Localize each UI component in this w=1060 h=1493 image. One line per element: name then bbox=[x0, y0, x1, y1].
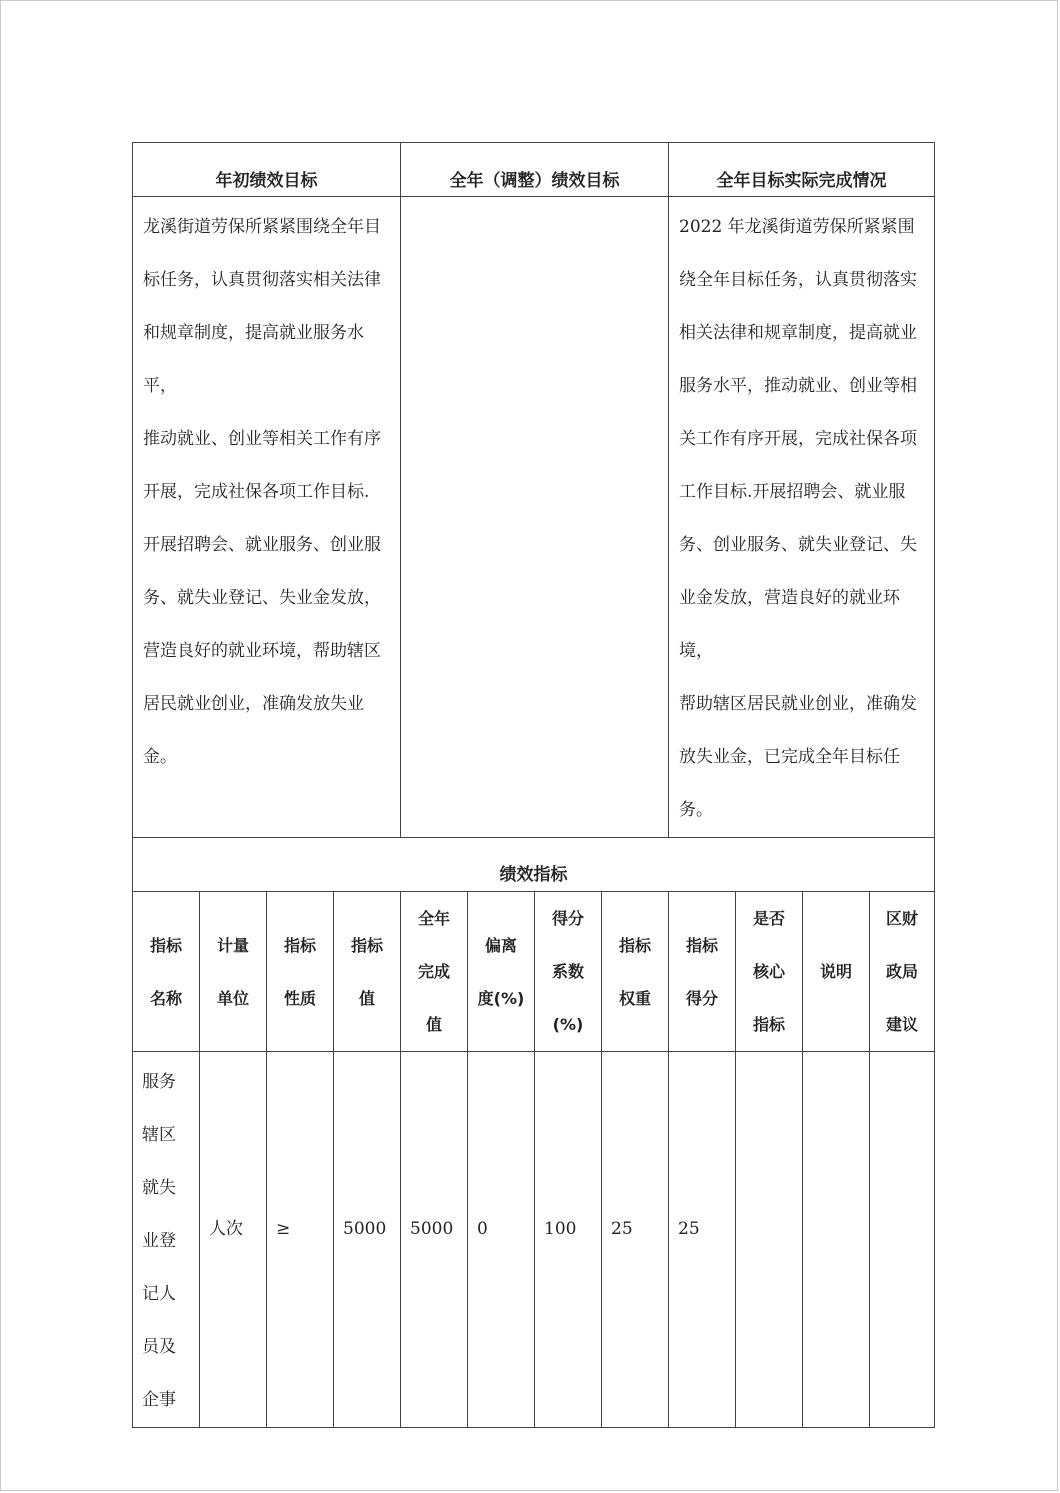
col-header-indicator-name: 指标 名称 bbox=[133, 892, 200, 1052]
cell-indicator-name: 服务 辖区 就失 业登 记人 员及 企事 bbox=[133, 1052, 200, 1428]
adjusted-goal-header: 全年（调整）绩效目标 bbox=[401, 143, 669, 197]
adjusted-goal-text bbox=[401, 197, 668, 201]
col-header-note: 说明 bbox=[803, 892, 870, 1052]
perf-title-row bbox=[133, 838, 935, 892]
cell-completed: 5000 bbox=[401, 1052, 468, 1428]
cell-score: 25 bbox=[669, 1052, 736, 1428]
actual-completion-cell bbox=[669, 197, 935, 838]
col-header-score-coef: 得分 系数 (%) bbox=[535, 892, 602, 1052]
performance-table bbox=[132, 142, 935, 1428]
actual-completion-text: 2022 年龙溪街道劳保所紧紧围 绕全年目标任务，认真贯彻落实 相关法律和规章制度，提高就业 服务水平，推动就业、创业等相 关工作有序开展，完成社保各项 工作目标.开展招聘会、就业服 务、创业服务、就失业登记、失 业金发放，营造良好的就业环境， 帮助辖区居民就业创业，准确发 放失业金，已完成全年目标任务。 bbox=[679, 217, 917, 820]
initial-goal-cell bbox=[133, 197, 401, 838]
cell-suggestion bbox=[870, 1052, 935, 1428]
goals-header-row bbox=[133, 143, 935, 197]
cell-nature: ≥ bbox=[267, 1052, 334, 1428]
cell-core bbox=[736, 1052, 803, 1428]
col-header-suggestion: 区财 政局 建议 bbox=[870, 892, 935, 1052]
perf-column-header-row bbox=[133, 892, 935, 1052]
col-header-completed: 全年 完成 值 bbox=[401, 892, 468, 1052]
col-header-target: 指标 值 bbox=[334, 892, 401, 1052]
table-row bbox=[133, 1052, 935, 1428]
col-header-weight: 指标 权重 bbox=[602, 892, 669, 1052]
cell-weight: 25 bbox=[602, 1052, 669, 1428]
cell-score-coef: 100 bbox=[535, 1052, 602, 1428]
actual-completion-header: 全年目标实际完成情况 bbox=[669, 143, 935, 197]
cell-note bbox=[803, 1052, 870, 1428]
cell-target: 5000 bbox=[334, 1052, 401, 1428]
initial-goal-text: 龙溪街道劳保所紧紧围绕全年目 标任务，认真贯彻落实相关法律 和规章制度，提高就业服务水平， 推动就业、创业等相关工作有序 开展，完成社保各项工作目标. 开展招聘会、就业服务、创业服 务、就失业登记、失业金发放， 营造良好的就业环境，帮助辖区 居民就业创业，准确发放失业金。 bbox=[143, 217, 381, 767]
col-header-core: 是否 核心 指标 bbox=[736, 892, 803, 1052]
cell-unit: 人次 bbox=[200, 1052, 267, 1428]
col-header-deviation: 偏离 度(%) bbox=[468, 892, 535, 1052]
adjusted-goal-cell bbox=[401, 197, 669, 838]
col-header-nature: 指标 性质 bbox=[267, 892, 334, 1052]
goals-body-row bbox=[133, 197, 935, 838]
perf-section-title: 绩效指标 bbox=[133, 838, 935, 892]
initial-goal-header: 年初绩效目标 bbox=[133, 143, 401, 197]
cell-deviation: 0 bbox=[468, 1052, 535, 1428]
col-header-score: 指标 得分 bbox=[669, 892, 736, 1052]
col-header-unit: 计量 单位 bbox=[200, 892, 267, 1052]
